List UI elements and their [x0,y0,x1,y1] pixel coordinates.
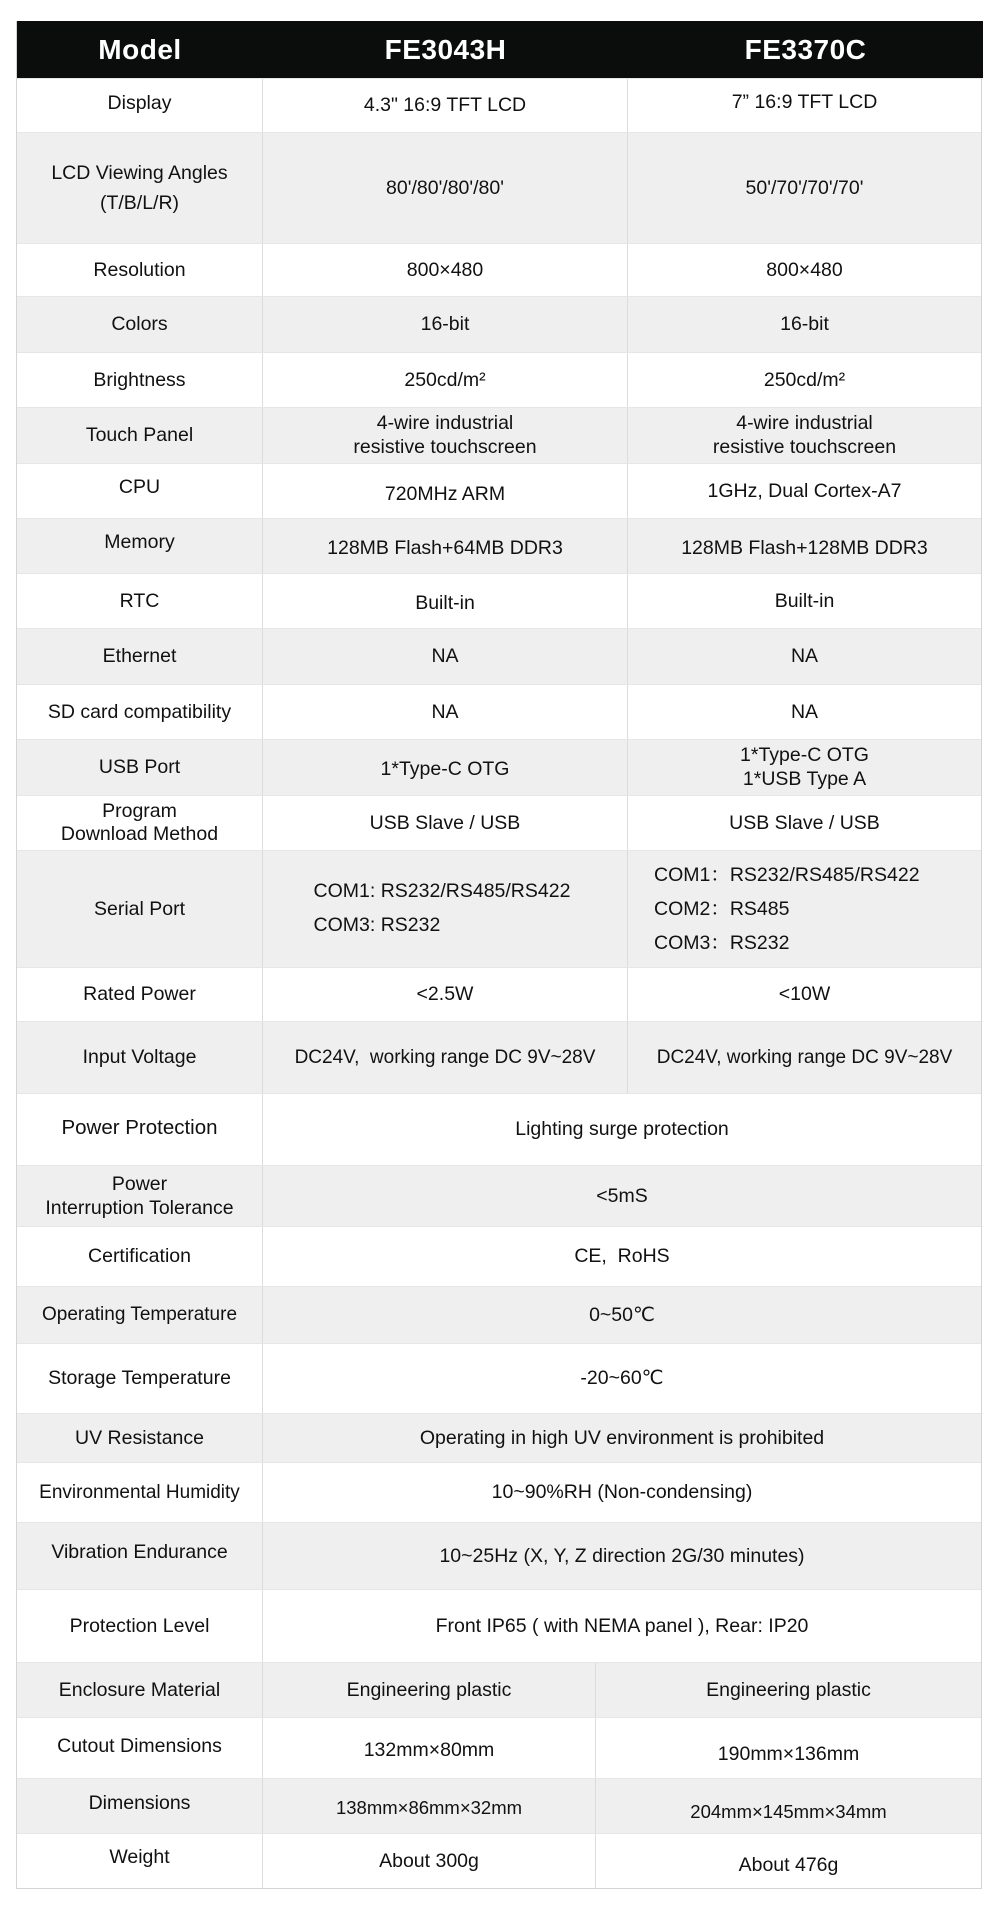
value-fe3370c: 1GHz, Dual Cortex-A7 [707,479,902,502]
value-shared: -20~60℃ [580,1367,664,1390]
value-fe3370c: 800×480 [766,258,843,281]
row-label: Resolution [17,244,263,296]
table-row-rtc [17,573,981,628]
table-row-certification [17,1226,981,1286]
value-fe3043h: Built-in [263,574,628,628]
row-label-line: (T/B/L/R) [99,192,180,214]
value-fe3370c: 7” 16:9 TFT LCD [731,91,878,114]
row-label: Brightness [17,353,263,407]
row-label-line: Power [111,1172,168,1195]
table-row-vibration-endurance [17,1522,981,1589]
table-row-program-download [17,795,981,850]
table-row-sd-card [17,684,981,739]
row-label [17,1166,263,1226]
row-label: CPU [17,464,263,518]
value-fe3370c: NA [790,700,819,723]
row-label: Touch Panel [17,408,263,463]
table-row-touch-panel [17,407,981,463]
value-shared: 10~25Hz (X, Y, Z direction 2G/30 minutes) [439,1544,805,1567]
row-label: RTC [17,574,263,628]
value-fe3043h: 80'/80'/80'/80' [263,133,628,243]
row-label: USB Port [17,740,263,795]
value-fe3370c: 50'/70'/70'/70' [745,176,864,199]
value-fe3043h: NA [263,629,628,684]
value-fe3370c: Built-in [774,589,835,612]
value-fe3043h: 16-bit [263,297,628,352]
value-fe3370c [628,408,981,463]
table-row-input-voltage [17,1021,981,1093]
value-fe3370c: DC24V, working range DC 9V~28V [656,1046,953,1068]
row-label: Environmental Humidity [17,1463,263,1522]
value-line: resistive touchscreen [712,435,897,458]
value-fe3043h: Engineering plastic [263,1663,596,1717]
value-line: COM2：RS485 [654,897,790,920]
table-row-power-protection [17,1093,981,1165]
value-fe3370c: Engineering plastic [706,1678,871,1701]
value-fe3043h: NA [263,685,628,739]
row-label: Cutout Dimensions [17,1718,263,1778]
value-fe3370c [628,740,981,795]
value-fe3370c: 250cd/m² [763,368,846,391]
value-shared: CE, RoHS [574,1245,670,1268]
value-line: COM3：RS232 [654,932,790,955]
row-label: Storage Temperature [17,1344,263,1413]
table-row-memory [17,518,981,573]
value-fe3370c: 128MB Flash+128MB DDR3 [681,536,928,559]
value-fe3043h: 128MB Flash+64MB DDR3 [263,519,628,573]
value-fe3043h: DC24V, working range DC 9V~28V [263,1022,628,1093]
value-shared: 0~50℃ [589,1303,655,1326]
value-shared: 10~90%RH (Non-condensing) [491,1481,753,1504]
header-model-fe3043h: FE3043H [384,33,507,65]
value-fe3370c: NA [790,645,819,668]
value-fe3043h: 132mm×80mm [263,1718,596,1778]
value-fe3370c [628,851,981,967]
row-label: Enclosure Material [17,1663,263,1717]
table-row-enclosure-material [17,1662,981,1717]
row-label-line: LCD Viewing Angles [51,161,228,184]
value-fe3370c: USB Slave / USB [729,811,880,834]
row-label: Input Voltage [17,1022,263,1093]
row-label-line: Program [102,799,177,822]
value-fe3043h: 4.3" 16:9 TFT LCD [263,79,628,132]
row-label-line: Download Method [60,823,219,845]
table-row-environmental-humidity [17,1462,981,1522]
value-fe3043h: About 300g [263,1834,596,1888]
row-label: Vibration Endurance [17,1523,263,1589]
value-fe3370c: <10W [778,983,831,1006]
value-fe3043h: 720MHz ARM [263,464,628,518]
value-line: resistive touchscreen [353,435,537,458]
row-label: Display [17,79,263,132]
table-row-operating-temperature [17,1286,981,1343]
spec-comparison-table [16,21,982,1889]
table-row-brightness [17,352,981,407]
table-row-resolution [17,243,981,296]
value-line: 1*USB Type A [742,767,867,790]
header-model-fe3370c: FE3370C [744,33,867,65]
table-row-rated-power [17,967,981,1021]
value-fe3370c: 16-bit [780,313,829,336]
value-fe3043h: 250cd/m² [263,353,628,407]
table-row-dimensions [17,1778,981,1833]
row-label: Dimensions [17,1779,263,1833]
row-label: Serial Port [17,851,263,967]
table-row-weight [17,1833,981,1888]
row-label: Certification [17,1227,263,1286]
header-model-label: Model [98,33,182,65]
value-fe3043h: USB Slave / USB [263,796,628,850]
row-label: Weight [17,1834,263,1888]
value-fe3370c: 190mm×136mm [717,1742,860,1765]
row-label: Power Protection [17,1094,263,1165]
table-row-viewing-angles [17,132,981,243]
row-label: Ethernet [17,629,263,684]
value-fe3043h: 1*Type-C OTG [263,740,628,795]
row-label: UV Resistance [17,1414,263,1462]
value-fe3043h: <2.5W [263,968,628,1021]
row-label-line: Interruption Tolerance [45,1197,234,1219]
table-header [17,21,983,78]
table-row-cpu [17,463,981,518]
value-line: COM3: RS232 [313,914,441,936]
value-fe3370c: About 476g [738,1853,839,1876]
value-fe3370c: 204mm×145mm×34mm [690,1800,887,1822]
row-label: Operating Temperature [17,1287,263,1343]
row-label: Rated Power [17,968,263,1021]
table-row-colors [17,296,981,352]
value-fe3043h [263,408,628,463]
row-label: Protection Level [17,1590,263,1662]
value-fe3043h [263,851,628,967]
value-shared: Operating in high UV environment is prohibited [419,1426,825,1449]
table-row-protection-level [17,1589,981,1662]
table-row-power-interruption [17,1165,981,1226]
value-line: 4-wire industrial [376,412,514,435]
table-row-uv-resistance [17,1413,981,1462]
value-line: 4-wire industrial [736,412,873,435]
value-shared: <5mS [596,1184,648,1207]
row-label: Colors [17,297,263,352]
value-line: 1*Type-C OTG [740,744,869,767]
row-label: Memory [17,519,263,573]
table-row-display [17,78,981,132]
value-shared: Front IP65 ( with NEMA panel ), Rear: IP20 [435,1614,809,1637]
value-line: COM1: RS232/RS485/RS422 [313,879,571,902]
value-fe3043h: 138mm×86mm×32mm [263,1779,596,1833]
table-row-serial-port [17,850,981,967]
table-row-cutout-dimensions [17,1717,981,1778]
table-row-storage-temperature [17,1343,981,1413]
table-row-usb-port [17,739,981,795]
table-row-ethernet [17,628,981,684]
value-fe3043h: 800×480 [263,244,628,296]
row-label [17,796,263,850]
row-label [17,133,263,243]
value-shared: Lighting surge protection [515,1118,729,1141]
row-label: SD card compatibility [17,685,263,739]
value-line: COM1：RS232/RS485/RS422 [654,863,920,886]
